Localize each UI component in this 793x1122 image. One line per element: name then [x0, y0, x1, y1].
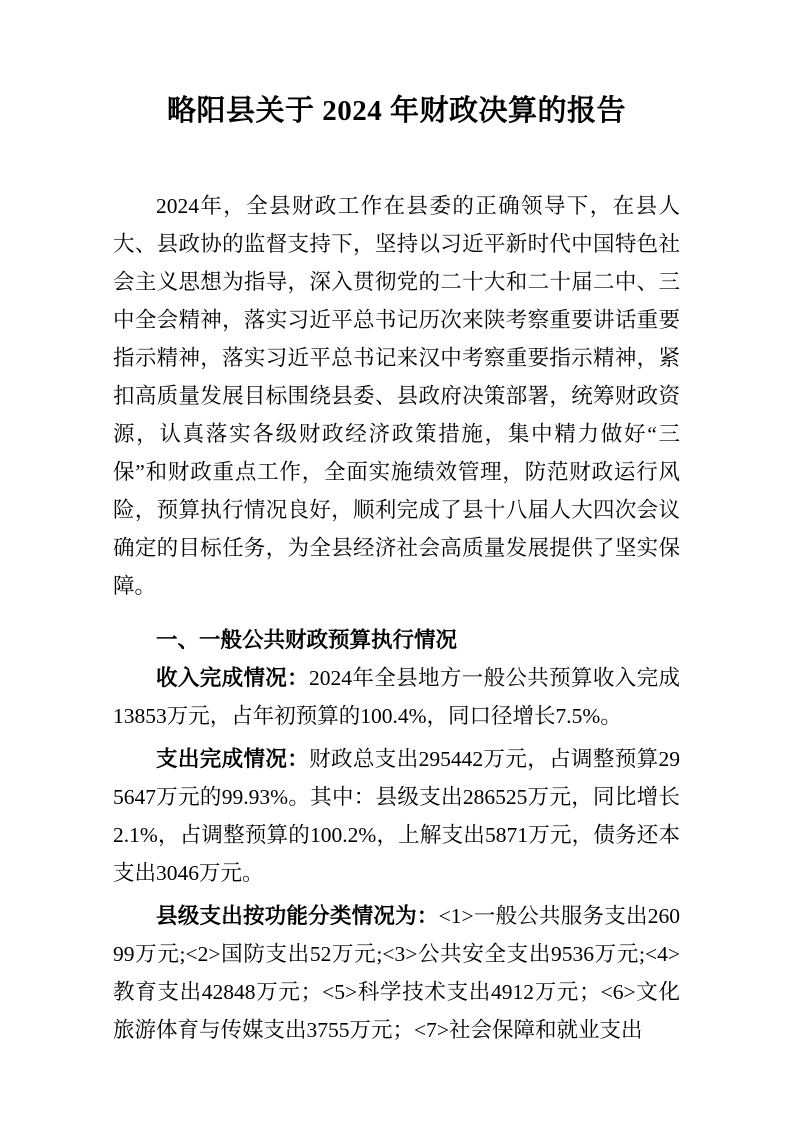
paragraph-functional-lead: 县级支出按功能分类情况为：	[156, 904, 439, 928]
paragraph-expenditure-lead: 支出完成情况：	[156, 747, 310, 771]
paragraph-expenditure-completion	[113, 740, 680, 892]
section-heading-label: 一、一般公共财政预算执行情况	[156, 628, 458, 652]
paragraph-revenue-completion	[113, 659, 680, 735]
paragraph-introduction	[113, 187, 680, 605]
document-title: 略阳县关于 2024 年财政决算的报告	[166, 95, 626, 127]
paragraph-functional-classification	[113, 897, 680, 1049]
section-heading-public-budget	[113, 621, 680, 659]
paragraph-revenue-text: 2024年全县地方一般公共预算收入完成13853万元，占年初预算的100.4%，同口径增长7.5%。	[113, 666, 680, 728]
paragraph-expenditure-text: 财政总支出295442万元，占调整预算295647万元的99.93%。其中：县级支出286525万元，同比增长2.1%，占调整预算的100.2%，上解支出5871万元，债务还本支出3046万元。	[113, 747, 680, 885]
paragraph-introduction-text: 2024年，全县财政工作在县委的正确领导下，在县人大、县政协的监督支持下，坚持以习近平新时代中国特色社会主义思想为指导，深入贯彻党的二十大和二十届二中、三中全会精神，落实习近平总书记历次来陕考察重要讲话重要指示精神，落实习近平总书记来汉中考察重要指示精神，紧扣高质量发展目标围绕县委、县政府决策部署，统筹财政资源，认真落实各级财政经济政策措施，集中精力做好“三保”和财政重点工作，全面实施绩效管理，防范财政运行风险，预算执行情况良好，顺利完成了县十八届人大四次会议确定的目标任务，为全县经济社会高质量发展提供了坚实保障。	[113, 194, 680, 598]
paragraph-revenue-lead: 收入完成情况：	[156, 666, 310, 690]
paragraph-functional-text: <1>一般公共服务支出26099万元;<2>国防支出52万元;<3>公共安全支出9536万元;<4>教育支出42848万元；<5>科学技术支出4912万元；<6>文化旅游体育与传媒支出3755万元；<7>社会保障和就业支出	[113, 904, 680, 1042]
